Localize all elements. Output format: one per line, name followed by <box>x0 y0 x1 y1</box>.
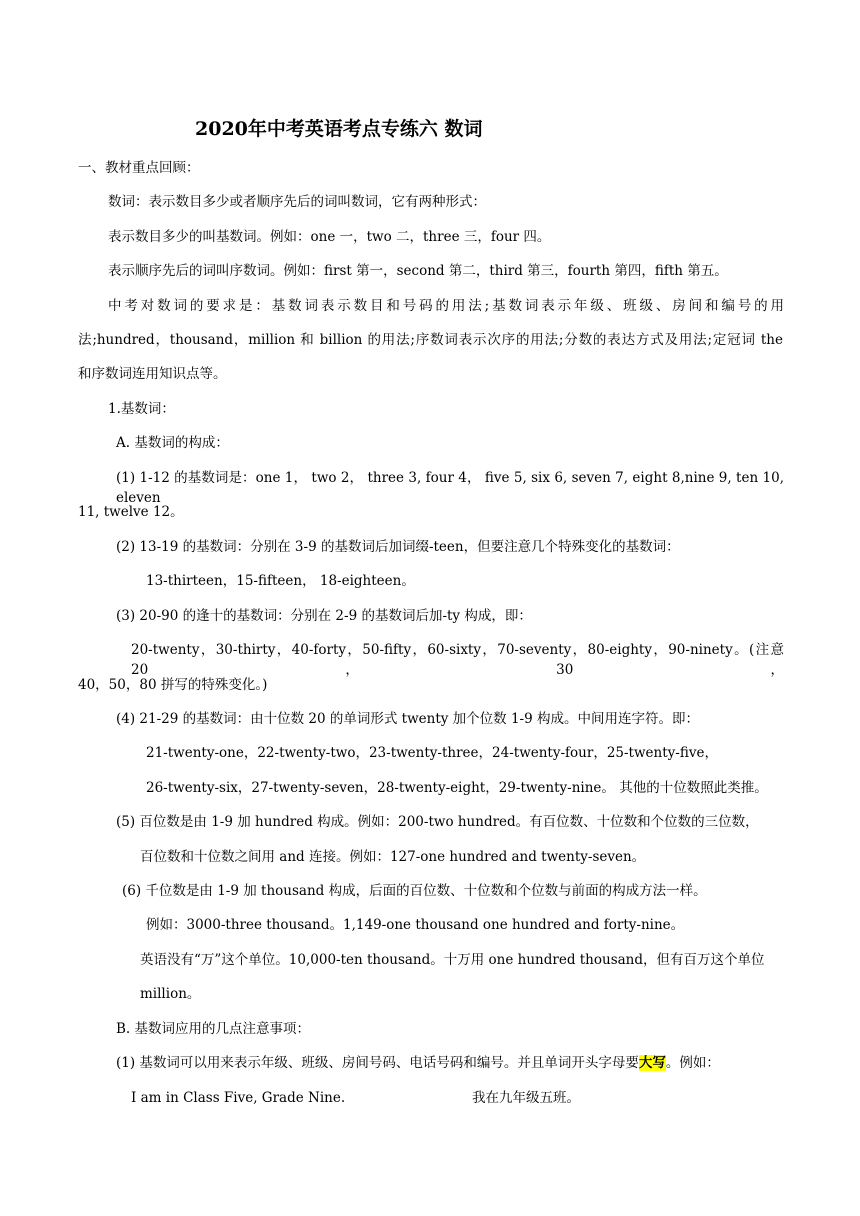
subheading: B. 基数词应用的几点注意事项： <box>116 1021 311 1037</box>
list-item-line: 11, twelve 12。 <box>78 504 184 520</box>
list-item-text: 。例如： <box>665 1055 720 1071</box>
subheading: 1.基数词： <box>108 401 175 417</box>
section-heading: 一、教材重点回顾： <box>78 160 200 176</box>
list-item-line: 21-twenty-one，22-twenty-two，23-twenty-three，24-twenty-four，25-twenty-five， <box>146 745 718 761</box>
list-item-line: (6) 千位数是由 1-9 加 thousand 构成，后面的百位数、十位数和个位数与前面的构成方法一样。 <box>122 883 707 899</box>
list-item-line: 百位数和十位数之间用 and 连接。例如：127-one hundred and twenty-seven。 <box>140 849 646 865</box>
list-item-line: (4) 21-29 的基数词：由十位数 20 的单词形式 twenty 加个位数 1-9 构成。中间用连字符。即： <box>116 711 700 727</box>
subheading: A. 基数词的构成： <box>116 435 229 451</box>
list-item-line: (5) 百位数是由 1-9 加 hundred 构成。例如：200-two hundred。有百位数、十位数和个位数的三位数， <box>116 814 759 830</box>
example-chinese: 我在九年级五班。 <box>472 1090 580 1106</box>
list-item-line: 20-twenty，30-thirty，40-forty，50-fifty，60-sixty，70-seventy，80-eighty，90-ninety。(注意 20，30， <box>131 642 784 678</box>
paragraph-line: 法;hundred，thousand，million 和 billion 的用法;序数词表示次序的用法;分数的表达方式及用法;定冠词 the <box>78 332 783 348</box>
highlighted-text: 大写 <box>638 1055 666 1071</box>
list-item-line <box>116 1053 720 1073</box>
list-item-line: (3) 20-90 的逢十的基数词：分别在 2-9 的基数词后加-ty 构成，即： <box>116 608 532 624</box>
list-item-text: (1) 基数词可以用来表示年级、班级、房间号码、电话号码和编号。并且单词开头字母要 <box>116 1055 639 1071</box>
example-english: I am in Class Five, Grade Nine. <box>131 1090 346 1106</box>
list-item-line: 例如：3000-three thousand。1,149-one thousand one hundred and forty-nine。 <box>146 917 685 933</box>
paragraph: 表示数目多少的叫基数词。例如：one 一，two 二，three 三，four 四。 <box>108 229 551 245</box>
paragraph: 数词：表示数目多少或者顺序先后的词叫数词，它有两种形式： <box>108 194 486 210</box>
paragraph-line: 和序数词连用知识点等。 <box>78 366 227 382</box>
paragraph: 表示顺序先后的词叫序数词。例如：first 第一，second 第二，third 第三，fourth 第四，fifth 第五。 <box>108 263 728 279</box>
paragraph-line: 中考对数词的要求是：基数词表示数目和号码的用法;基数词表示年级、班级、房间和编号的用 <box>108 298 784 314</box>
list-item-line: million。 <box>140 986 201 1002</box>
list-item-line: (2) 13-19 的基数词：分别在 3-9 的基数词后加词缀-teen，但要注意几个特殊变化的基数词： <box>116 539 680 555</box>
list-item-line: (1) 1-12 的基数词是：one 1， two 2， three 3, four 4， five 5, six 6, seven 7, eight 8,nine 9, ten 10, eleven <box>116 470 784 506</box>
page-title: 2020年中考英语考点专练六 数词 <box>195 118 483 140</box>
list-item-line: 13-thirteen，15-fifteen， 18-eighteen。 <box>146 573 415 589</box>
list-item-line: 26-twenty-six，27-twenty-seven，28-twenty-eight，29-twenty-nine。 其他的十位数照此类推。 <box>146 780 768 796</box>
list-item-line: 英语没有“万”这个单位。10,000-ten thousand。十万用 one hundred thousand，但有百万这个单位 <box>140 952 765 968</box>
list-item-line: 40，50，80 拼写的特殊变化。) <box>78 677 268 693</box>
